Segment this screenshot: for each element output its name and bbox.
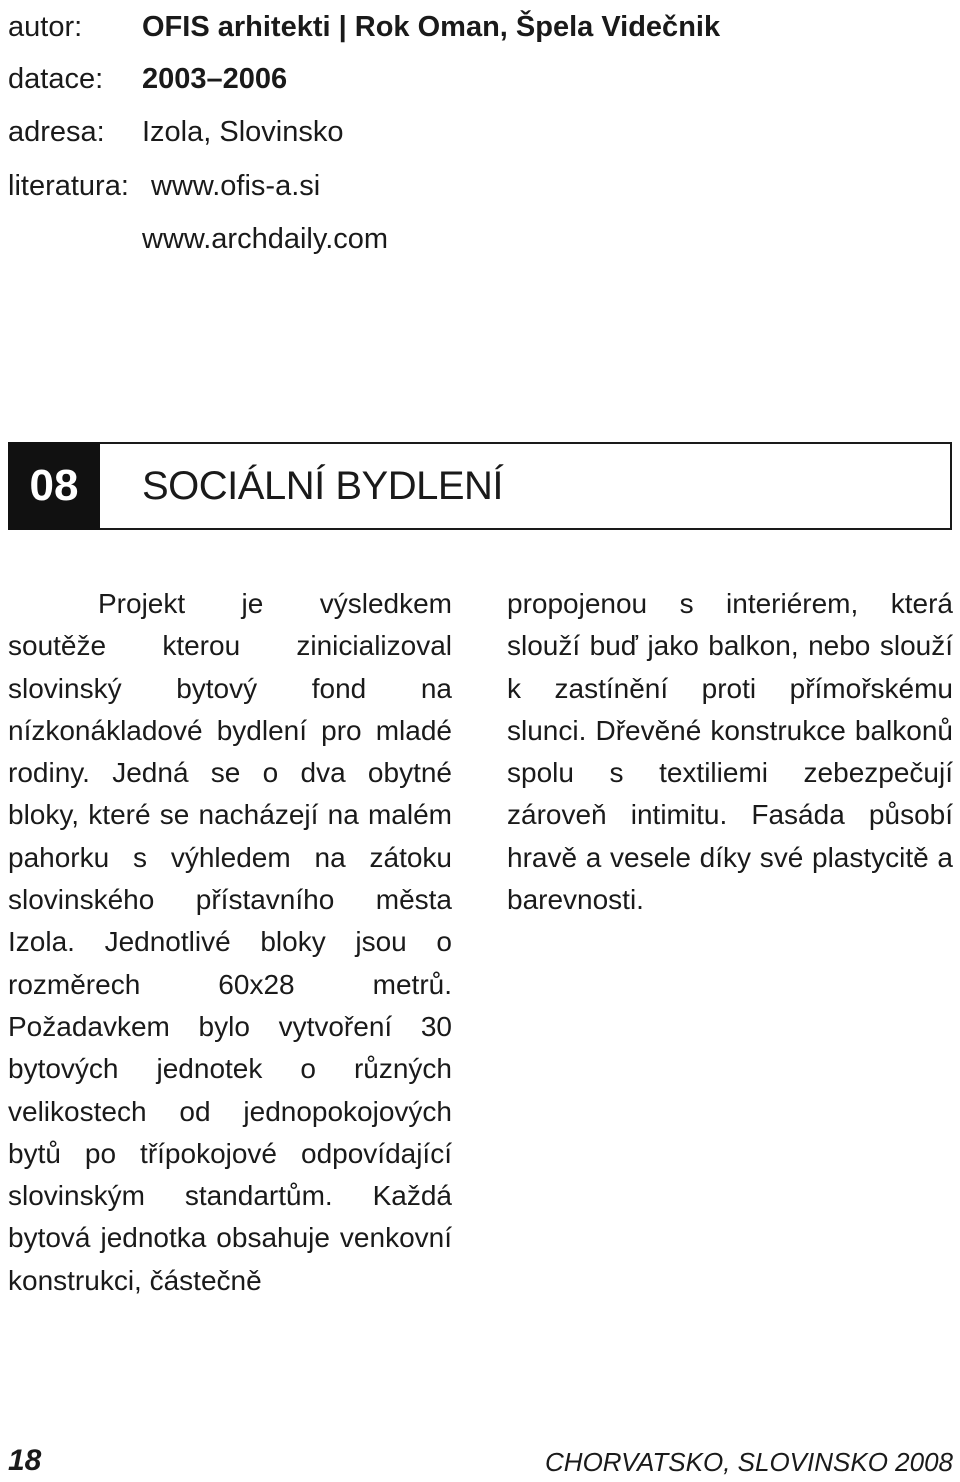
address-label: adresa: xyxy=(8,116,105,148)
literature-link[interactable]: www.archdaily.com xyxy=(142,223,389,255)
address-value: Izola, Slovinsko xyxy=(142,116,344,148)
author-value: OFIS arhitekti | Rok Oman, Špela Videčnik xyxy=(142,11,721,43)
chapter-title: SOCIÁLNÍ BYDLENÍ xyxy=(142,464,504,508)
chapter-heading xyxy=(8,442,952,530)
date-value: 2003–2006 xyxy=(142,63,288,95)
date-label: datace: xyxy=(8,63,104,95)
page-number: 18 xyxy=(8,1444,42,1477)
body-text-left-column: Projekt je výsledkem soutěže kterou zinicializoval slovinský bytový fond na nízkonákladové bydlení pro mladé rodiny. Jedná se o dva obytné bloky, které se nacházejí na malém pahorku s výhledem na zátoku slovinského přístavního města Izola. Jednotlivé bloky jsou o rozměrech 60x28 metrů. Požadavkem bylo vytvoření 30 bytových jednotek o různých velikostech od jednopokojových bytů po třípokojové odpovídající slovinským standartům. Každá bytová jednotka obsahuje venkovní konstrukci, částečně xyxy=(8,588,452,1296)
literature-link[interactable]: www.ofis-a.si xyxy=(151,170,321,202)
chapter-number: 08 xyxy=(8,442,100,530)
literature-label: literatura: xyxy=(8,170,129,202)
footer-region-label: CHORVATSKO, SLOVINSKO 2008 xyxy=(545,1447,953,1477)
body-text-right-column: propojenou s interiérem, která slouží buď jako balkon, nebo slouží k zastínění proti přímořskému slunci. Dřevěné konstrukce balkonů spolu s textiliemi zebezpečují zároveň intimitu. Fasáda působí hravě a vesele díky své plastycitě a barevnosti. xyxy=(507,588,953,916)
author-label: autor: xyxy=(8,11,83,43)
